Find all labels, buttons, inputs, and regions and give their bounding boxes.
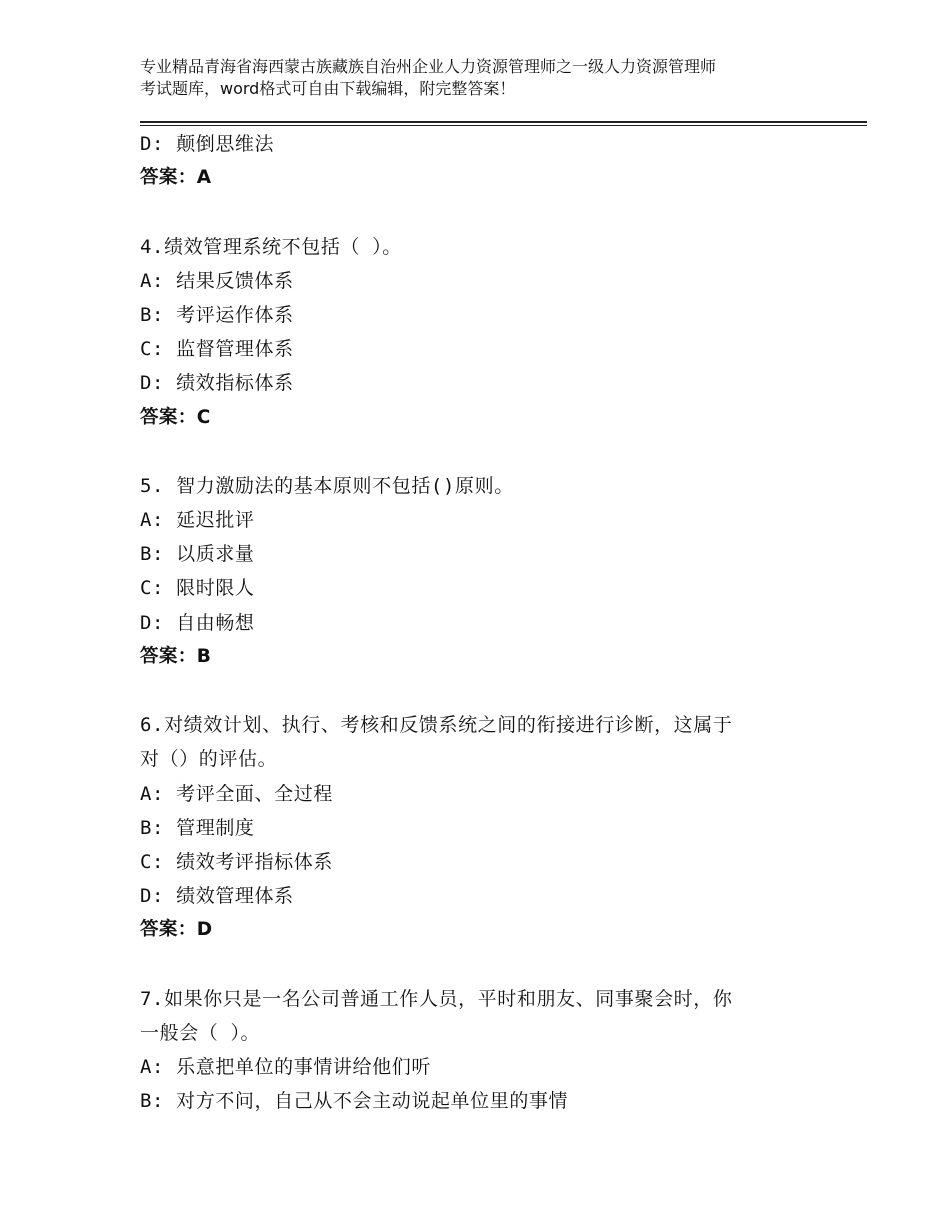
q6-option-a: A: 考评全面、全过程 — [140, 782, 333, 805]
header-title-line-2: 考试题库，word格式可自由下载编辑，附完整答案！ — [140, 79, 516, 98]
q3-option-d: D: 颠倒思维法 — [140, 133, 275, 155]
header-rule-thin — [140, 125, 867, 126]
header-title-line-1: 专业精品青海省海西蒙古族藏族自治州企业人力资源管理师之一级人力资源管理师 — [140, 57, 717, 76]
q6-stem-line-1: 6.对绩效计划、执行、考核和反馈系统之间的衔接进行诊断，这属于 — [140, 714, 733, 737]
q4-option-c: C: 监督管理体系 — [140, 338, 294, 361]
q5-option-d: D: 自由畅想 — [140, 611, 255, 634]
q7-stem-line-2: 一般会（ ）。 — [140, 1021, 261, 1044]
q5-answer: 答案：B — [140, 645, 212, 667]
q5-option-c: C: 限时限人 — [140, 577, 255, 600]
question-list — [140, 127, 840, 1118]
q7-option-a: A: 乐意把单位的事情讲给他们听 — [140, 1056, 431, 1079]
q6-option-b: B: 管理制度 — [140, 816, 255, 839]
document-header — [140, 56, 840, 100]
spacer — [140, 948, 840, 982]
q5-stem: 5. 智力激励法的基本原则不包括()原则。 — [140, 474, 514, 497]
q6-option-d: D: 绩效管理体系 — [140, 885, 294, 908]
q5-option-a: A: 延迟批评 — [140, 509, 255, 532]
spacer — [140, 674, 840, 708]
q3-answer: 答案：A — [140, 167, 212, 189]
spacer — [140, 195, 840, 229]
q4-stem: 4.绩效管理系统不包括（ ）。 — [140, 235, 402, 258]
q4-option-b: B: 考评运作体系 — [140, 303, 294, 326]
spacer — [140, 435, 840, 469]
q4-option-a: A: 结果反馈体系 — [140, 269, 294, 292]
q6-answer: 答案：D — [140, 919, 213, 941]
q4-option-d: D: 绩效指标体系 — [140, 372, 294, 395]
q5-option-b: B: 以质求量 — [140, 543, 255, 566]
q7-option-b: B: 对方不问，自己从不会主动说起单位里的事情 — [140, 1090, 569, 1113]
q7-stem-line-1: 7.如果你只是一名公司普通工作人员，平时和朋友、同事聚会时，你 — [140, 987, 733, 1010]
q6-option-c: C: 绩效考评指标体系 — [140, 850, 333, 873]
q4-answer: 答案：C — [140, 406, 211, 428]
header-rule-thick — [140, 121, 867, 123]
q6-stem-line-2: 对（）的评估。 — [140, 748, 278, 771]
